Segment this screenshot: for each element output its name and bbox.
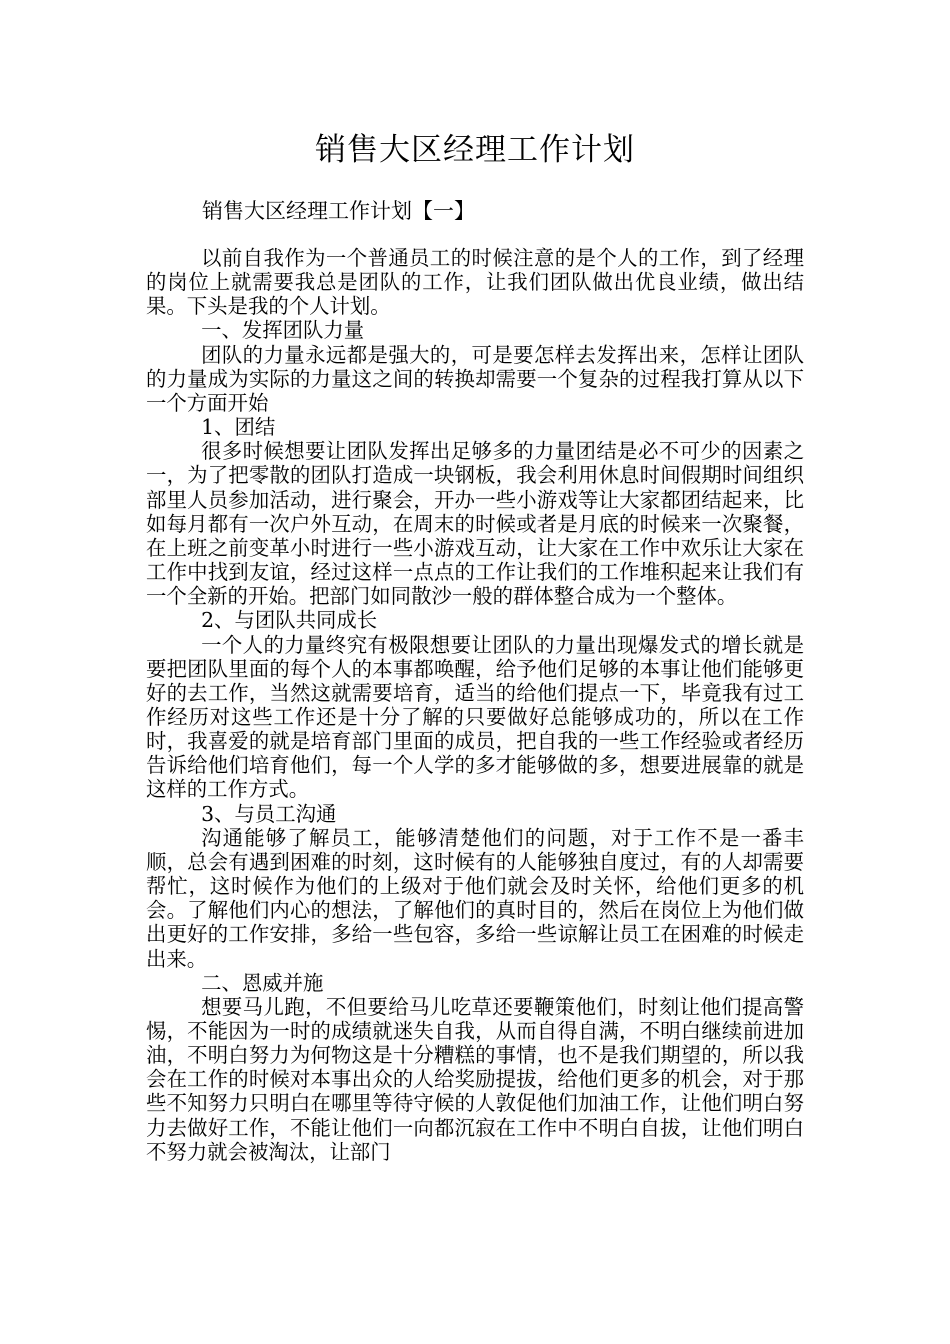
- subheading-unity: 1、团结: [201, 415, 276, 440]
- communication-paragraph: 沟通能够了解员工，能够清楚他们的问题，对于工作不是一番丰顺，总会有遇到困难的时刻，这时候有的人能够独自度过，有的人却需要帮忙，这时候作为他们的上级对于他们就会及时关怀，给他们更多的机会。了解他们内心的想法，了解他们的真时目的，然后在岗位上为他们做出更好的工作安排，多给一些包容，多给一些谅解让员工在困难的时候走出来。: [146, 825, 804, 971]
- intro-paragraph: 以前自我作为一个普通员工的时候注意的是个人的工作，到了经理的岗位上就需要我总是团队的工作，让我们团队做出优良业绩，做出结果。下头是我的个人计划。: [146, 246, 804, 319]
- section-heading-team-strength: 一、发挥团队力量: [201, 318, 365, 343]
- document-body: [146, 246, 804, 1164]
- section-heading-reward-discipline: 二、恩威并施: [201, 970, 324, 995]
- reward-discipline-paragraph: 想要马儿跑，不但要给马儿吃草还要鞭策他们，时刻让他们提高警惕，不能因为一时的成绩就迷失自我，从而自得自满，不明白继续前进加油，不明白努力为何物这是十分糟糕的事情，也不是我们期望的，所以我会在工作的时候对本事出众的人给奖励提拔，给他们更多的机会，对于那些不知努力只明白在哪里等待守候的人敦促他们加油工作，让他们明白努力去做好工作，不能让他们一向都沉寂在工作中不明白自拔，让他们明白不努力就会被淘汰，让部门: [146, 994, 804, 1164]
- document-subtitle: 销售大区经理工作计划【一】: [202, 199, 475, 223]
- team-strength-paragraph: 团队的力量永远都是强大的，可是要怎样去发挥出来，怎样让团队的力量成为实际的力量这之间的转换却需要一个复杂的过程我打算从以下一个方面开始: [146, 342, 804, 415]
- unity-paragraph: 很多时候想要让团队发挥出足够多的力量团结是必不可少的因素之一，为了把零散的团队打造成一块钢板，我会利用休息时间假期时间组织部里人员参加活动，进行聚会，开办一些小游戏等让大家都团结起来，比如每月都有一次户外互动，在周末的时候或者是月底的时候来一次聚餐，在上班之前变革小时进行一些小游戏互动，让大家在工作中欢乐让大家在工作中找到友谊，经过这样一点点的工作让我们的工作堆积起来让我们有一个全新的开始。把部门如同散沙一般的群体整合成为一个整体。: [146, 439, 804, 609]
- document-title: 销售大区经理工作计划: [315, 132, 635, 168]
- subheading-communication: 3、与员工沟通: [201, 801, 337, 826]
- grow-together-paragraph: 一个人的力量终究有极限想要让团队的力量出现爆发式的增长就是要把团队里面的每个人的本事都唤醒，给予他们足够的本事让他们能够更好的去工作，当然这就需要培育，适当的给他们提点一下，毕竟我有过工作经历对这些工作还是十分了解的只要做好总能够成功的，所以在工作时，我喜爱的就是培育部门里面的成员，把自我的一些工作经验或者经历告诉给他们培育他们，每一个人学的多才能够做的多，想要进展靠的就是这样的工作方式。: [146, 632, 804, 802]
- subheading-grow-together: 2、与团队共同成长: [201, 608, 378, 633]
